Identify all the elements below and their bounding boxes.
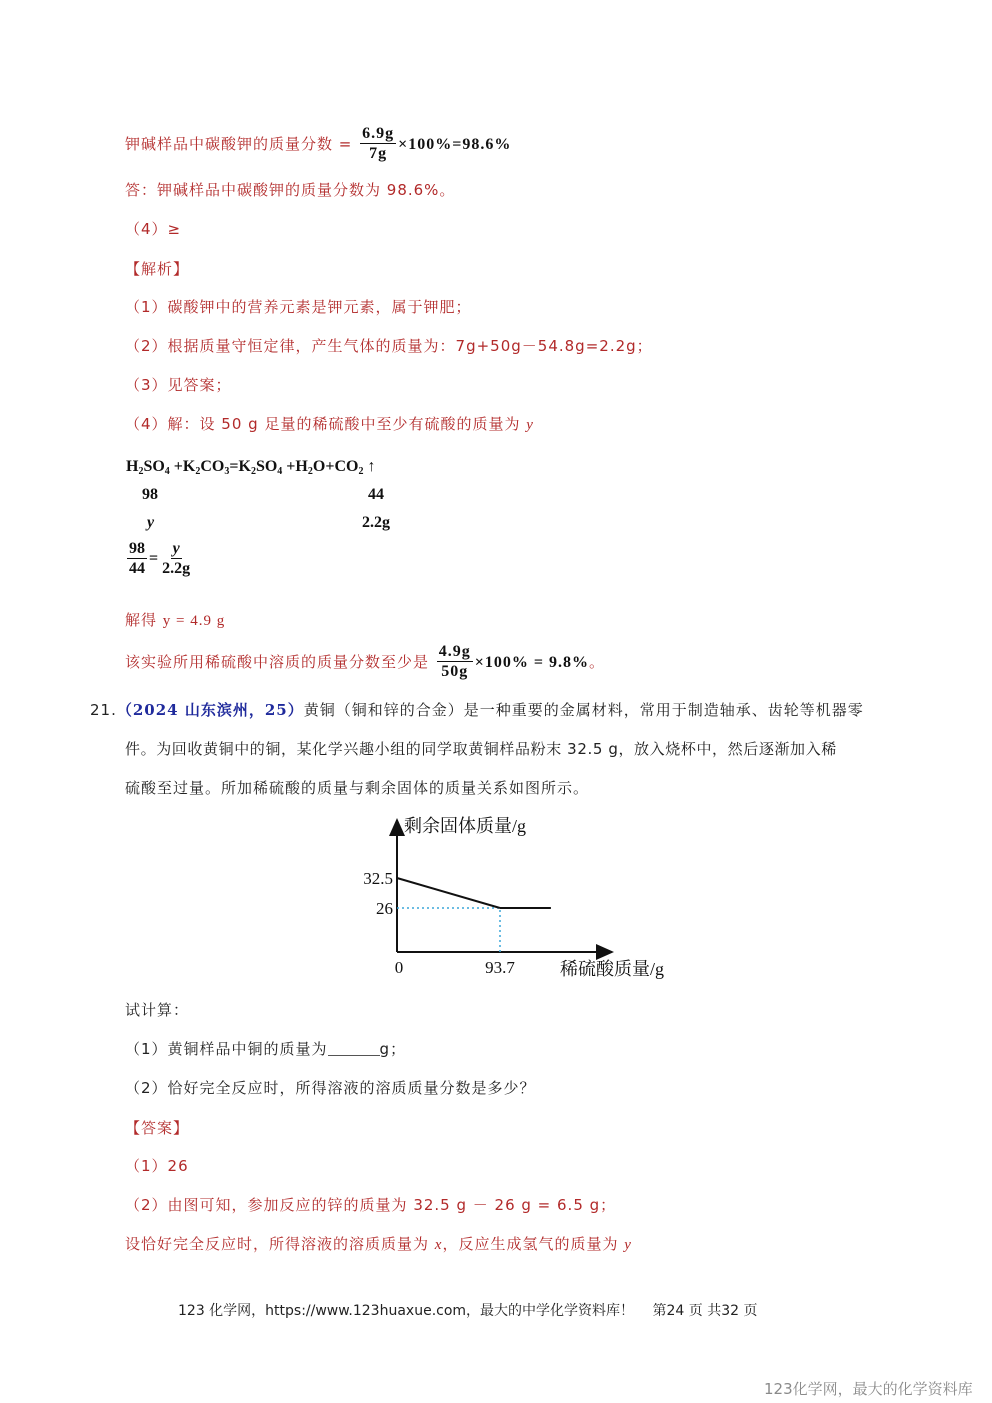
mass-chart: [340, 808, 680, 988]
page-footer: [178, 1300, 757, 1320]
value-right: 2.2g: [362, 514, 390, 531]
answer-blank: [328, 1041, 380, 1056]
mass-fraction-suffix: ×100%=98.6%: [398, 136, 512, 153]
variable-y: y: [526, 417, 534, 433]
answer-2: （2）由图可知，参加反应的锌的质量为 32.5 g － 26 g = 6.5 g；: [125, 1196, 617, 1214]
molar-mass-left: 98: [142, 486, 158, 503]
y-axis-label: 剩余固体质量/g: [404, 816, 527, 836]
chemical-equation: [126, 458, 375, 477]
answer-1: （1）26: [125, 1157, 189, 1175]
proportion-left: $\frac{98}{44}$: [129, 540, 145, 577]
watermark: 123化学网，最大的化学资料库: [764, 1380, 973, 1398]
answer-line: 答：钾碱样品中碳酸钾的质量分数为 98.6%。: [125, 181, 456, 199]
analysis-heading: 【解析】: [125, 260, 190, 278]
sub-question-2: （2）恰好完全反应时，所得溶液的溶质质量分数是多少？: [125, 1079, 536, 1097]
mass-fraction: [360, 125, 396, 164]
analysis-item-1: （1）碳酸钾中的营养元素是钾元素，属于钾肥；: [125, 298, 472, 316]
part4-answer: （4）≥: [125, 220, 182, 238]
x-tick-label-1: 0: [394, 958, 404, 977]
answer-3: 设恰好完全反应时，所得溶液的溶质质量为 x，反应生成氢气的质量为 y: [125, 1235, 632, 1253]
y-tick-label-2: 26: [376, 899, 393, 918]
formula-k2so4: $K_2SO_4$: [238, 458, 283, 477]
analysis-item-2: （2）根据质量守恒定律，产生气体的质量为：7g+50g－54.8g=2.2g；: [125, 337, 653, 355]
conclusion-fraction: $\frac{4.9g}{50g}$: [438, 643, 471, 680]
analysis-item-3: （3）见答案；: [125, 376, 232, 394]
formula-h2o: $H_2O$: [295, 458, 326, 477]
formula-k2co3: $K_2CO_3$: [182, 458, 230, 477]
proportion: $\frac{98}{44}$ = $\frac{y}{2.2g}$: [129, 540, 191, 577]
analysis-item-4-text: （4）解：设 50 g 足量的稀硫酸中至少有硫酸的质量为: [125, 415, 521, 433]
answer-heading: 【答案】: [125, 1119, 190, 1137]
plus-sign: +: [325, 458, 335, 475]
question-21-line1: 21.（2024 山东滨州，25）黄铜（铜和锌的合金）是一种重要的金属材料，常用于制造轴承、齿轮等机器零: [90, 701, 864, 719]
y-tick-label-1: 32.5: [363, 869, 393, 888]
page-number: 第24 页 共32 页: [652, 1303, 758, 1319]
molar-mass-right: 44: [368, 486, 384, 503]
solve-line: 解得 y = 4.9 g: [125, 611, 226, 629]
series-segment-1: [397, 878, 500, 908]
plus-sign: +: [173, 458, 183, 475]
equals-sign: =: [229, 458, 239, 475]
question-number: 21.: [90, 701, 117, 719]
sub-question-1: （1）黄铜样品中铜的质量为 g；: [125, 1040, 407, 1058]
x-axis-label: 稀硫酸质量/g: [560, 959, 665, 979]
gas-arrow-icon: ↑: [367, 458, 376, 475]
mass-fraction-prefix: 钾碱样品中碳酸钾的质量分数 =: [125, 135, 353, 153]
value-left: y: [147, 514, 155, 531]
conclusion-line: 该实验所用稀硫酸中溶质的质量分数至少是 $\frac{4.9g}{50g}$ ×100% = 9.8%。: [125, 643, 606, 680]
x-tick-label-2: 93.7: [485, 958, 515, 977]
formula-co2: $CO_2$: [334, 458, 364, 477]
formula-h2so4: $H_2SO_4$: [126, 458, 170, 477]
analysis-item-4: [125, 414, 534, 435]
question-21-line3: 硫酸至过量。所加稀硫酸的质量与剩余固体的质量关系如图所示。: [125, 779, 590, 797]
solve-expression: y = 4.9 g: [162, 613, 226, 629]
question-21-line2: 件。为回收黄铜中的铜，某化学兴趣小组的同学取黄铜样品粉末 32.5 g，放入烧杯中，然后逐渐加入稀: [125, 740, 837, 758]
question-source: （2024 山东滨州，25）: [116, 701, 304, 719]
proportion-right: $\frac{y}{2.2g}$: [162, 540, 191, 577]
mass-fraction-line: [125, 125, 511, 164]
fraction-denominator: 7g: [369, 145, 388, 162]
footer-text: 123 化学网，https://www.123huaxue.com，最大的中学化学资料库！: [178, 1303, 635, 1319]
fraction-numerator: 6.9g: [362, 125, 395, 142]
calc-label: 试计算：: [125, 1001, 190, 1019]
plus-sign: +: [286, 458, 296, 475]
